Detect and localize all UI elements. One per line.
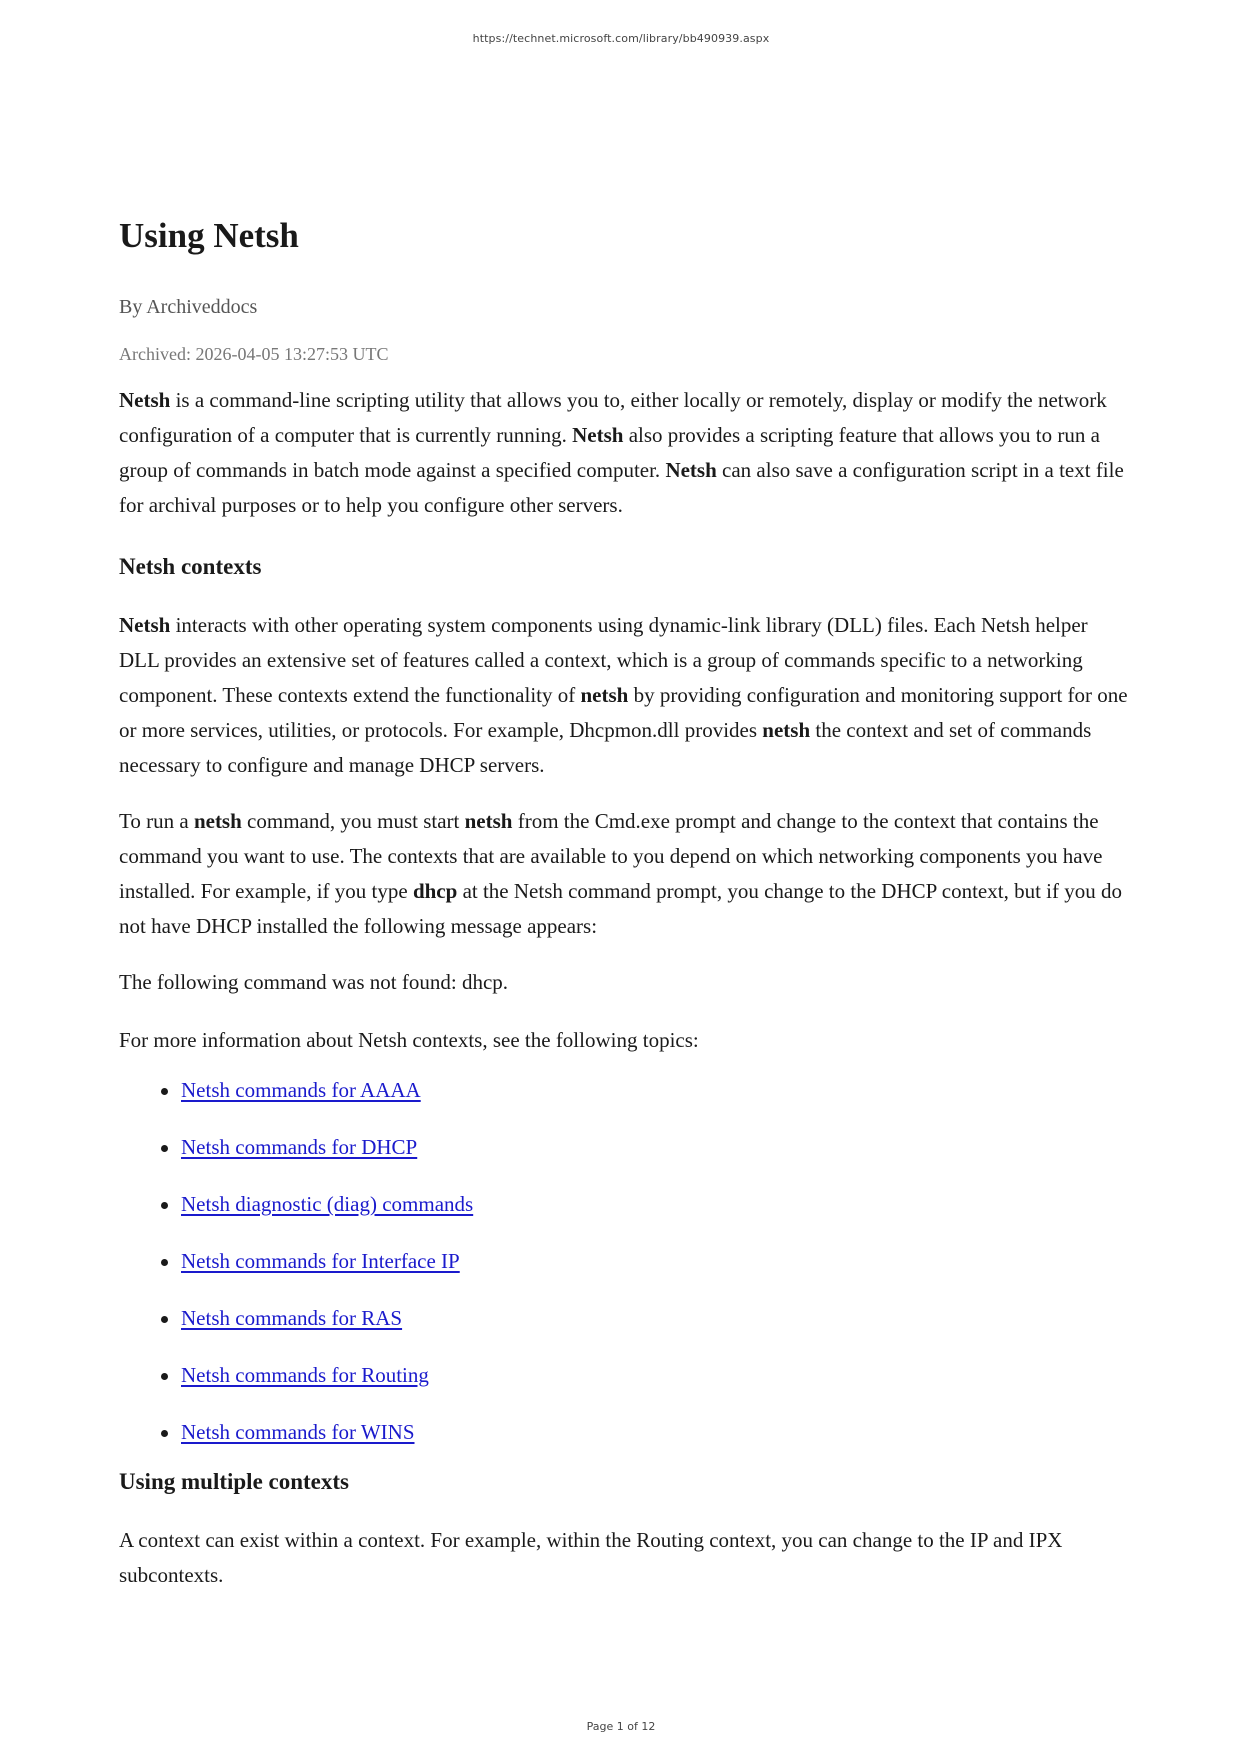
bold-term: Netsh (119, 613, 171, 637)
bullet-icon (161, 1088, 168, 1095)
bullet-icon (161, 1316, 168, 1323)
bullet-icon (161, 1259, 168, 1266)
bold-term: Netsh (119, 388, 171, 412)
list-item (119, 1301, 1129, 1358)
more-info-paragraph: For more information about Netsh contexts, see the following topics: (119, 1028, 699, 1052)
link-netsh-dhcp[interactable]: Netsh commands for DHCP (181, 1135, 418, 1159)
text-run: is a command-line scripting utility that allows you to, either locally or remotely, display or modify the network configuration of a computer that is currently running. (119, 388, 1107, 447)
list-item (119, 1187, 1129, 1244)
bullet-icon (161, 1430, 168, 1437)
bold-term: netsh (762, 718, 811, 742)
bold-term: netsh (193, 809, 242, 833)
intro-paragraph (119, 383, 1129, 523)
text-run: interacts with other operating system components using dynamic-link library (DLL) files. Each Netsh helper DLL provides an extensive set of features called a context, which is a group of commands specific to a networking component. These contexts extend the functionality of (119, 613, 1088, 707)
archived-timestamp: Archived: 2026-04-05 13:27:53 UTC (119, 344, 389, 364)
section-heading-netsh-contexts: Netsh contexts (119, 554, 262, 579)
multiple-contexts-paragraph: A context can exist within a context. For example, within the Routing context, you can change to the IP and IPX subcontexts. (119, 1528, 1063, 1587)
text-run: by providing configuration and monitoring support for one or more services, utilities, or protocols. For example, Dhcpmon.dll provides (119, 683, 1128, 742)
contexts-paragraph-2 (119, 804, 1129, 944)
page-number: Page 1 of 12 (586, 1720, 656, 1733)
contexts-paragraph-1 (119, 608, 1129, 783)
text-run: command, you must start (241, 809, 465, 833)
list-item (119, 1358, 1129, 1415)
not-found-message: The following command was not found: dhcp. (119, 970, 509, 994)
page-title: Using Netsh (119, 216, 299, 255)
page-url: https://technet.microsoft.com/library/bb490939.aspx (472, 32, 770, 45)
link-netsh-aaaa[interactable]: Netsh commands for AAAA (181, 1078, 421, 1102)
link-netsh-ras[interactable]: Netsh commands for RAS (181, 1306, 403, 1330)
bold-term: Netsh (572, 423, 624, 447)
link-netsh-interface-ip[interactable]: Netsh commands for Interface IP (181, 1249, 460, 1273)
text-run: at the Netsh command prompt, you change to the DHCP context, but if you do not have DHCP installed the following message appears: (119, 879, 1123, 938)
section-heading-multiple-contexts: Using multiple contexts (119, 1469, 349, 1494)
link-netsh-routing[interactable]: Netsh commands for Routing (181, 1363, 429, 1387)
article (119, 208, 1129, 1593)
link-netsh-wins[interactable]: Netsh commands for WINS (181, 1420, 415, 1444)
text-run: from the Cmd.exe prompt and change to the context that contains the command you want to use. The contexts that are available to you depend on which networking components you have installed. For example, if you type (119, 809, 1103, 903)
text-run: also provides a scripting feature that allows you to run a group of commands in batch mode against a specified computer. (119, 423, 1100, 482)
bold-term: netsh (580, 683, 629, 707)
topic-links-list (119, 1073, 1129, 1472)
bold-term: dhcp (412, 879, 458, 903)
list-item (119, 1415, 1129, 1472)
bullet-icon (161, 1373, 168, 1380)
list-item (119, 1244, 1129, 1301)
bold-term: Netsh (665, 458, 717, 482)
text-run: To run a (119, 809, 194, 833)
bold-term: netsh (464, 809, 513, 833)
text-run: the context and set of commands necessary to configure and manage DHCP servers. (119, 718, 1092, 777)
list-item (119, 1130, 1129, 1187)
text-run: can also save a configuration script in a text file for archival purposes or to help you configure other servers. (119, 458, 1124, 517)
link-netsh-diag[interactable]: Netsh diagnostic (diag) commands (181, 1192, 474, 1216)
bullet-icon (161, 1145, 168, 1152)
list-item (119, 1073, 1129, 1130)
bullet-icon (161, 1202, 168, 1209)
byline: By Archiveddocs (119, 296, 258, 318)
